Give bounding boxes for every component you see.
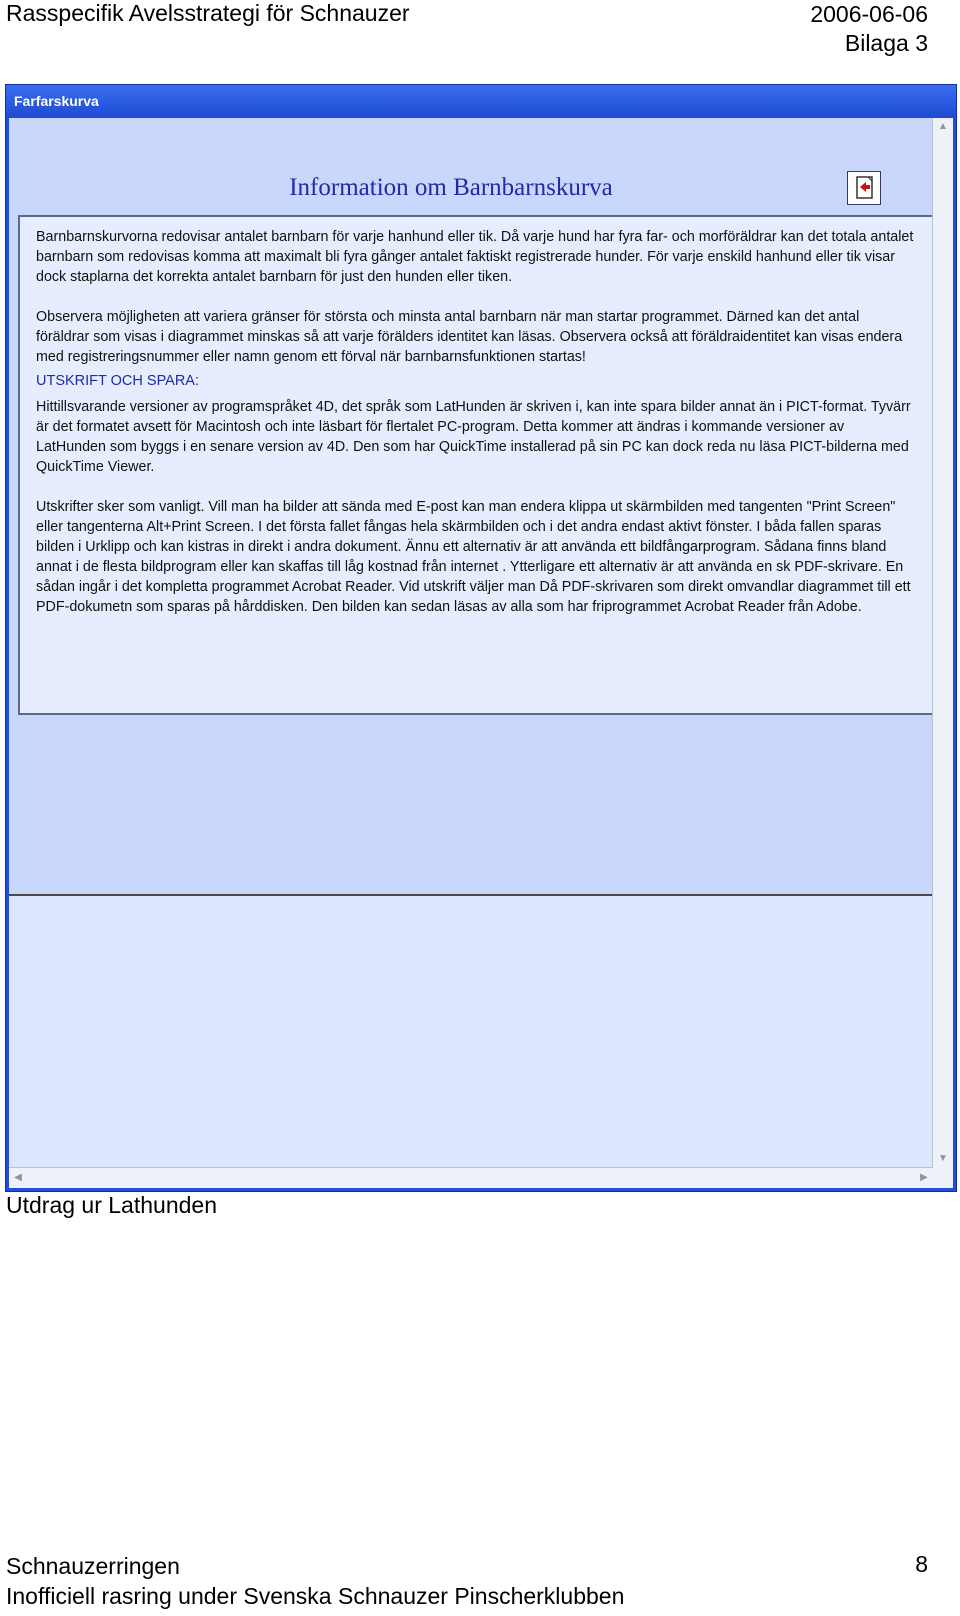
footer-subtitle: Inofficiell rasring under Svenska Schnauzer Pinscherklubben [6,1583,625,1609]
scroll-right-icon[interactable]: ▶ [920,1172,928,1183]
info-paragraph-1: Barnbarnskurvorna redovisar antalet barnbarn för varje hanhund eller tik. Då varje hund har fyra far- och morföräldrar kan det totala antalet barnbarn som redovisas komma att maximalt bli fyra gånger antalet faktiskt registrerade hunder. För varje enskild hanhund eller tik visar dock staplarna det korrekta antalet barnbarn för just den hunden eller tiken. [36,229,914,285]
scroll-down-icon[interactable]: ▼ [938,1153,948,1164]
window-titlebar[interactable]: Farfarskurva [6,85,956,118]
empty-lower-panel [9,896,933,1168]
header-appendix: Bilaga 3 [844,30,928,56]
page-number: 8 [915,1551,928,1577]
scroll-up-icon[interactable]: ▲ [938,121,948,132]
page-header-meta [810,0,928,58]
header-date: 2006-06-06 [810,1,928,27]
section-heading: UTSKRIFT OCH SPARA: [36,373,200,389]
horizontal-scrollbar[interactable] [9,1167,933,1188]
scroll-left-icon[interactable]: ◀ [14,1172,22,1183]
info-paragraph-2: Observera möjligheten att variera gränser för största och minsta antal barnbarn när man startar programmet. Därned kan det antal föräldrar som visas i diagrammet minskas så att varje förälders identitet kan läsas. Observera också att föräldraidentitet kan visas endera med registreringsnummer eller namn genom ett förval när barnbarnsfunktionen startas! [36,309,903,365]
vertical-scrollbar[interactable] [932,118,953,1168]
page-footer [6,1551,624,1611]
scrollbar-corner [933,1168,953,1188]
info-textbox [18,215,934,715]
info-paragraph-4: Utskrifter sker som vanligt. Vill man ha bilder att sända med E-post kan man endera klippa ut skärmbilden med tangenten "Print Screen" eller tangenterna Alt+Print Screen. I det första fallet fångas hela skärmbilden och i det andra endast aktivt fönster. I båda fallen sparas bilden i Urklipp och kan kistras in direkt i andra dokument. Ännu ett alternativ är att använda ett bildfångarprogram. Sådana finns bland annat i de flesta bildprogram eller kan skaffas till låg kostnad från internet . Ytterligare ett alternativ är att använda en sk PDF-skrivare. En sådan ingår i det kompletta programmet Acrobat Reader. Vid utskrift väljer man Då PDF-skrivaren som direkt omvandlar diagrammet till ett PDF-dokumetn som sparas på hårddisken. Den bilden kan sedan läsas av alla som har friprogrammet Acrobat Reader från Adobe. [36,499,911,615]
info-panel [9,118,933,896]
page-header-title: Rasspecifik Avelsstrategi för Schnauzer [6,0,410,26]
figure-caption: Utdrag ur Lathunden [6,1192,217,1218]
info-paragraph-3: Hittillsvarande versioner av programspråket 4D, det språk som LatHunden är skriven i, kan inte spara bilder annat än i PICT-format. Tyvärr är det formatet avsett för Macintosh och inte läsbart för flertalet PC-program. Detta kommer att ändras i kommande versioner av LatHunden som byggs i en senare version av 4D. Den som har QuickTime installerad på sin PC kan dock reda nu läsa PICT-bilderna med QuickTime Viewer. [36,399,911,475]
window-client-area [9,118,953,1188]
info-title: Information om Barnbarnskurva [289,174,613,201]
app-window [5,84,957,1192]
back-arrow-icon [848,172,880,204]
back-button[interactable] [847,171,881,205]
footer-org: Schnauzerringen [6,1553,180,1579]
